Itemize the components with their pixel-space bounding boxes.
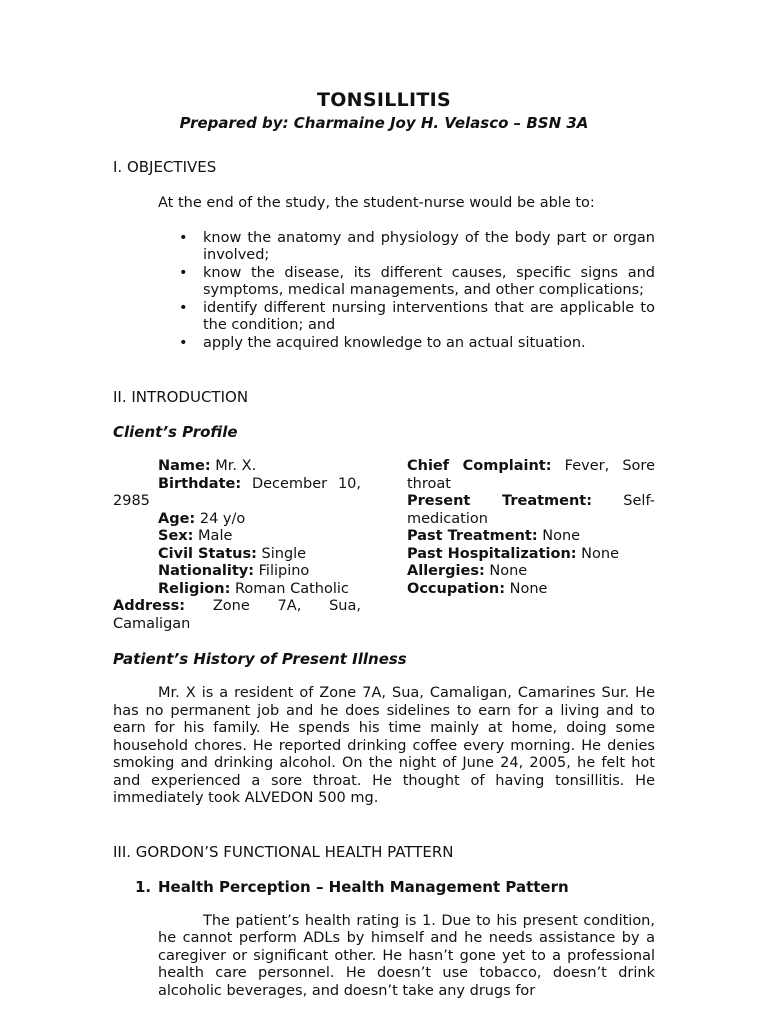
profile-row-address (113, 598, 361, 633)
profile-value: None (537, 528, 581, 544)
objectives-intro: At the end of the study, the student-nurse would be able to: (158, 195, 595, 211)
profile-right-column (407, 458, 655, 633)
item-number: 1. (135, 877, 152, 896)
introduction-heading: II. INTRODUCTION (113, 388, 249, 406)
gordon-item-heading (113, 878, 655, 896)
profile-row-religion (113, 581, 361, 599)
profile-row-sex (113, 528, 361, 546)
profile-row-civil-status (113, 546, 361, 564)
objective-text: identify different nursing interventions that are applicable to the condition; and (203, 299, 655, 333)
profile-row-age (113, 511, 361, 529)
document-page (113, 88, 655, 1000)
objective-text: know the anatomy and physiology of the body part or organ involved; (203, 229, 655, 263)
list-item (113, 230, 655, 265)
objective-text: apply the acquired knowledge to an actual situation. (203, 334, 586, 351)
gordon-heading: III. GORDON’S FUNCTIONAL HEALTH PATTERN (113, 842, 454, 861)
client-profile (113, 458, 655, 633)
profile-row-allergies (407, 563, 655, 581)
objectives-heading: I. OBJECTIVES (113, 158, 217, 176)
profile-value: Zone 7A, Sua, Camaligan (113, 598, 361, 632)
profile-label: Past Hospitalization: (407, 545, 577, 562)
item-title: Health Perception – Health Management Pattern (158, 877, 569, 896)
profile-label: Nationality: (158, 563, 255, 579)
profile-label: Name: (158, 458, 211, 474)
profile-label: Chief Complaint: (407, 458, 552, 474)
profile-value: Filipino (254, 563, 310, 579)
profile-value: Fever, Sore throat (407, 458, 655, 492)
profile-value: None (505, 580, 548, 597)
prepared-by-line: Prepared by: Charmaine Joy H. Velasco – BSN 3A (179, 114, 589, 132)
profile-value: Mr. X. (210, 458, 257, 474)
bullet-icon: • (179, 299, 188, 316)
profile-label: Present Treatment: (407, 493, 593, 509)
profile-row-nationality (113, 563, 361, 581)
profile-value: 24 y/o (195, 510, 246, 527)
profile-label: Civil Status: (158, 545, 257, 562)
profile-label: Age: (158, 510, 196, 527)
profile-row-birthdate (113, 476, 361, 511)
history-heading: Patient’s History of Present Illness (113, 650, 407, 668)
profile-value: Self-medication (407, 493, 655, 527)
objective-text: know the disease, its different causes, specific signs and symptoms, medical managements, and other complications; (203, 264, 655, 298)
profile-row-present-treatment (407, 493, 655, 528)
profile-label: Religion: (158, 580, 231, 597)
gordon-item-paragraph: The patient’s health rating is 1. Due to his present condition, he cannot perform ADLs by himself and he needs assistance by a caregiver or significant other. He hasn’t gone yet to a professional health care personnel. He doesn’t use tobacco, doesn’t drink alcoholic beverages, and doesn’t take any drugs for (158, 912, 655, 999)
profile-value: None (576, 545, 620, 562)
profile-label: Sex: (158, 528, 194, 544)
bullet-icon: • (179, 229, 188, 246)
profile-label: Address: (113, 598, 186, 614)
history-paragraph: Mr. X is a resident of Zone 7A, Sua, Camaligan, Camarines Sur. He has no permanent job and he does sidelines to earn for a living and to earn for his family. He spends his time mainly at home, doing some household chores. He reported drinking coffee every morning. He denies smoking and drinking alcohol. On the night of June 24, 2005, he felt hot and experienced a sore throat. He thought of having tonsillitis. He immediately took ALVEDON 500 mg. (113, 685, 655, 806)
profile-label: Birthdate: (158, 475, 242, 492)
profile-value: Male (193, 528, 233, 544)
profile-row-past-hospitalization (407, 546, 655, 564)
profile-value: December 10, 2985 (113, 475, 361, 509)
profile-row-past-treatment (407, 528, 655, 546)
profile-row-name (113, 458, 361, 476)
list-item (113, 265, 655, 300)
bullet-icon: • (179, 334, 188, 351)
profile-row-chief-complaint (407, 458, 655, 493)
document-title: TONSILLITIS (316, 89, 452, 111)
objectives-list (113, 230, 655, 353)
list-item (113, 335, 655, 353)
profile-label: Occupation: (407, 580, 505, 597)
profile-value: None (484, 563, 528, 579)
client-profile-heading: Client’s Profile (113, 423, 238, 441)
profile-left-column (113, 458, 361, 633)
profile-value: Single (256, 545, 307, 562)
profile-row-occupation (407, 581, 655, 599)
profile-label: Past Treatment: (407, 528, 538, 544)
list-item (113, 300, 655, 335)
profile-value: Roman Catholic (230, 580, 349, 597)
profile-label: Allergies: (407, 563, 485, 579)
bullet-icon: • (179, 264, 188, 281)
